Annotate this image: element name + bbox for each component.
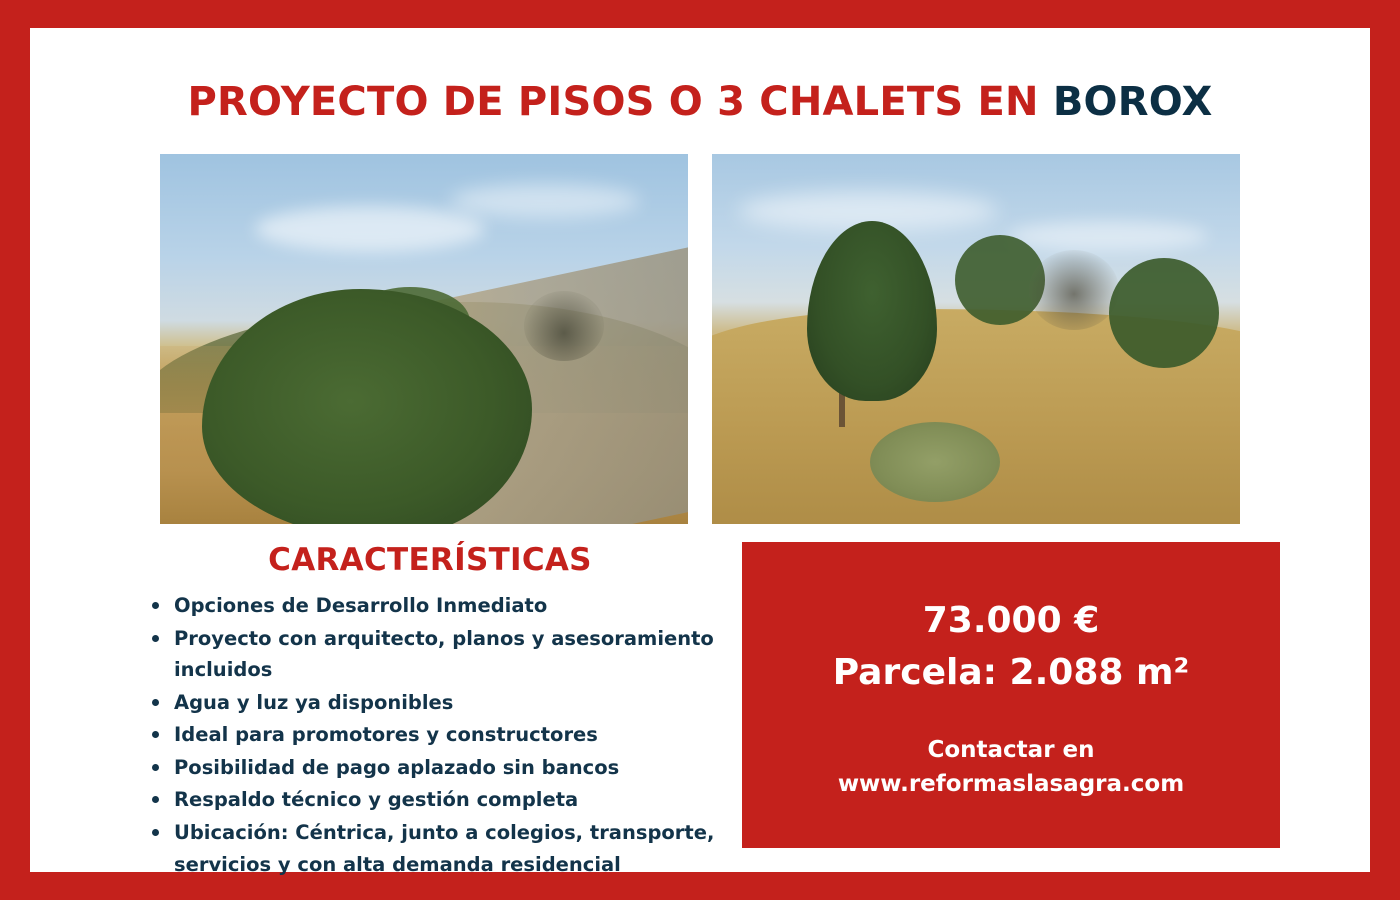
list-item: Proyecto con arquitecto, planos y asesoramiento incluidos (146, 623, 730, 686)
list-item: Opciones de Desarrollo Inmediato (146, 590, 730, 622)
shrub-shape (870, 422, 1000, 502)
page-title-accent: BOROX (1052, 79, 1213, 125)
list-item: Respaldo técnico y gestión completa (146, 784, 730, 816)
property-photo-2 (712, 154, 1240, 524)
features-list (130, 590, 730, 880)
page-title (30, 62, 1370, 124)
cloud-shape (450, 184, 640, 218)
poster-inner (30, 28, 1370, 876)
list-item: Ubicación: Céntrica, junto a colegios, transporte, servicios y con alta demanda residencial (146, 817, 730, 880)
contact-label: Contactar en (927, 737, 1095, 764)
price-column (742, 542, 1280, 881)
features-heading: CARACTERÍSTICAS (268, 542, 592, 578)
contact-block (762, 734, 1260, 801)
green-tree-shape (202, 289, 532, 524)
price-box (742, 542, 1280, 848)
list-item: Posibilidad de pago aplazado sin bancos (146, 752, 730, 784)
bare-tree-shape (1029, 250, 1119, 330)
cloud-shape (255, 206, 485, 252)
pine-tree-shape (1109, 258, 1219, 368)
features-column (90, 542, 730, 881)
page-title-main: PROYECTO DE PISOS O 3 CHALETS EN (187, 79, 1053, 125)
content-columns (30, 524, 1370, 881)
pine-tree-shape (807, 221, 937, 401)
price-amount: 73.000 € (922, 600, 1100, 641)
list-item: Ideal para promotores y constructores (146, 719, 730, 751)
bare-tree-shape (524, 291, 604, 361)
property-photo-1 (160, 154, 688, 524)
plot-size: Parcela: 2.088 m² (832, 652, 1190, 693)
list-item: Agua y luz ya disponibles (146, 687, 730, 719)
contact-website[interactable]: www.reformaslasagra.com (837, 770, 1185, 797)
cloud-shape (1008, 221, 1208, 251)
photo-gallery (30, 124, 1370, 524)
